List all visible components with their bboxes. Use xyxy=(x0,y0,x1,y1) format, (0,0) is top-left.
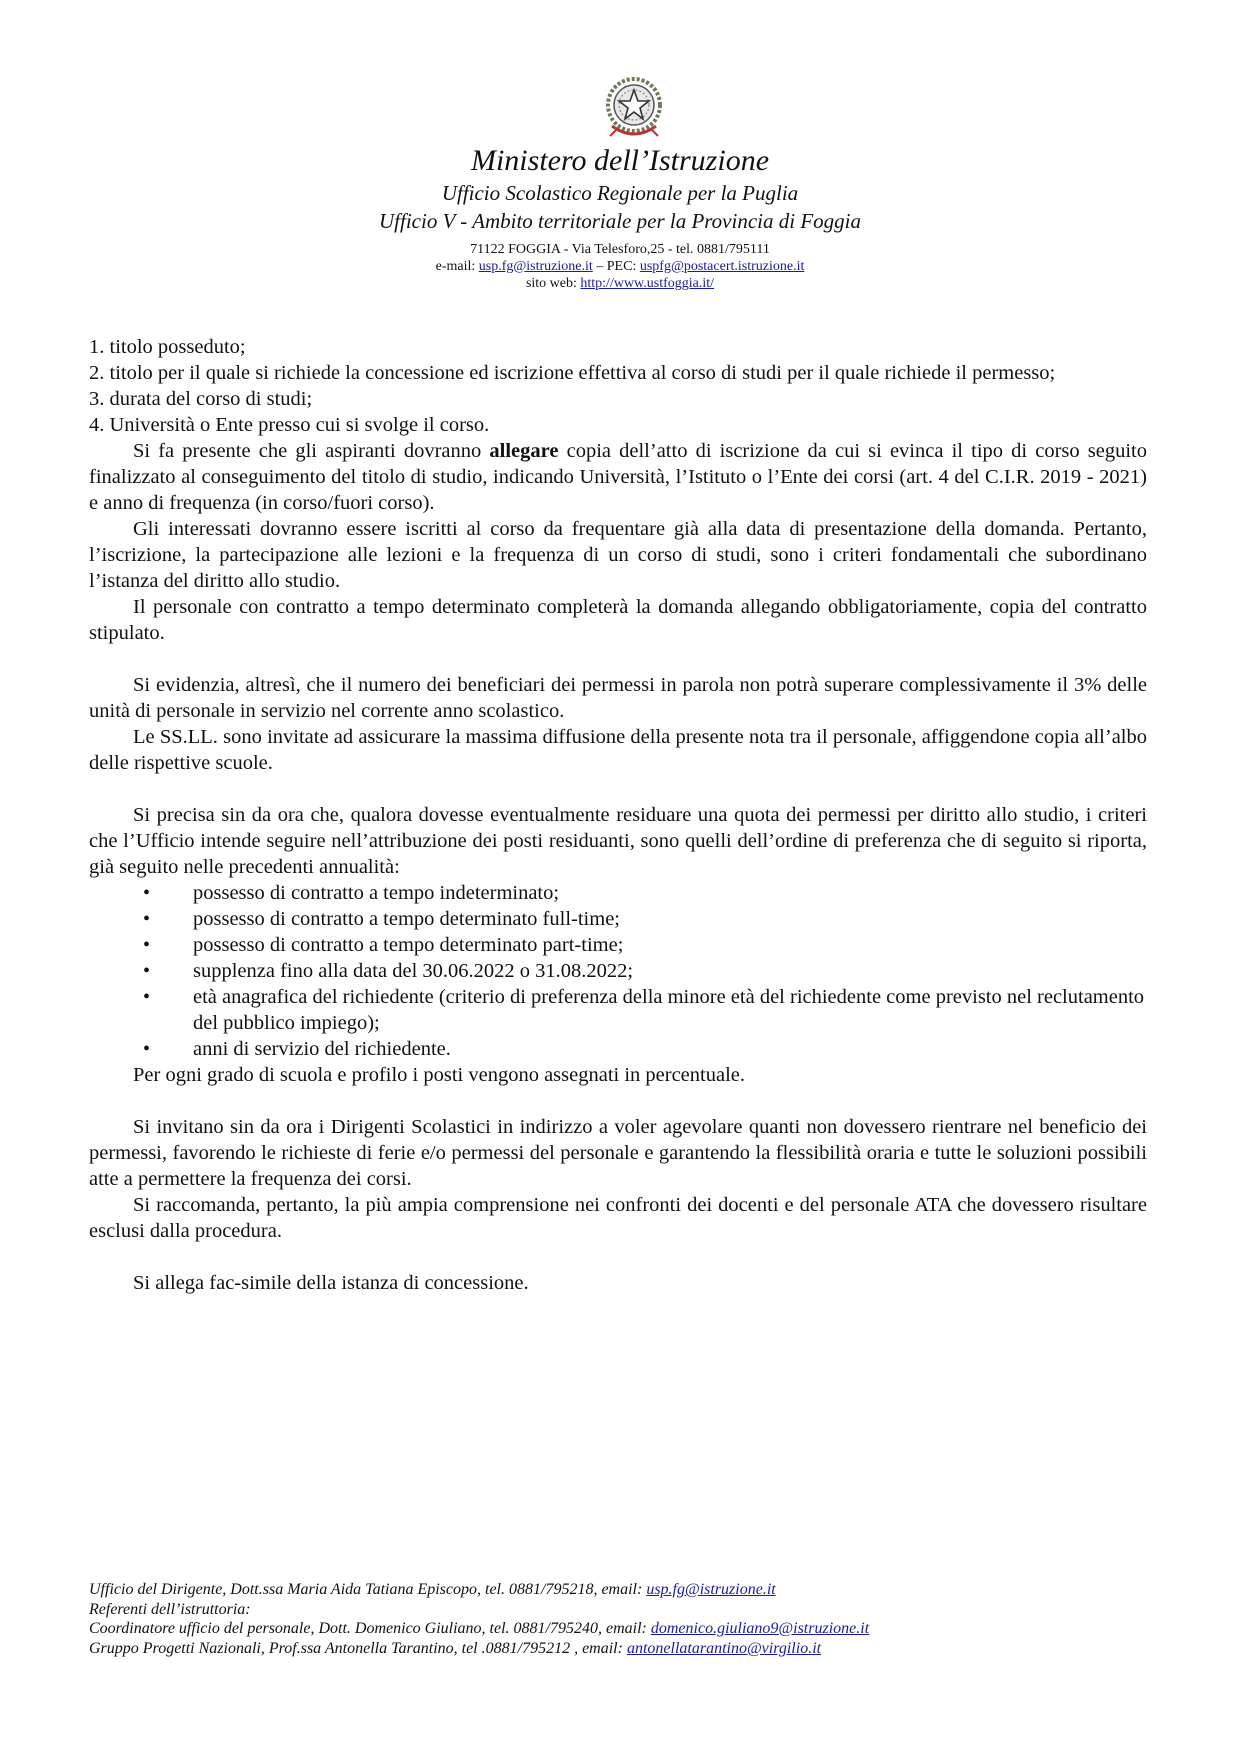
website-line xyxy=(0,275,1240,292)
regional-office: Ufficio Scolastico Regionale per la Puglia xyxy=(441,181,799,205)
italian-republic-emblem-icon xyxy=(602,74,666,142)
list-item: • possesso di contratto a tempo indeterminato; xyxy=(193,880,1147,906)
paragraph-recommendation: Si raccomanda, pertanto, la più ampia comprensione nei confronti dei docenti e del personale ATA che dovessero risultare esclusi dalla procedura. xyxy=(89,1194,1147,1242)
paragraph-quota: Si evidenzia, altresì, che il numero dei beneficiari dei permessi in parola non potrà superare complessivamente il 3% delle unità di personale in servizio nel corrente anno scolastico. xyxy=(89,674,1147,722)
email-label: e-mail: xyxy=(435,259,479,274)
coordinator-email-link[interactable]: domenico.giuliano9@istruzione.it xyxy=(650,1620,870,1637)
footer-line-projects xyxy=(89,1639,1169,1659)
list-item: 1. titolo posseduto; xyxy=(89,336,246,358)
paragraph-text: copia dell’atto di iscrizione da cui si evinca il tipo di corso seguito finalizzato al conseguimento del titolo di studio, indicando Università, l’Istituto o l’Ente dei corsi (art. 4 del C.I.R. 2019 - 2021) e anno di frequenza (in corso/fuori corso). xyxy=(89,440,1147,514)
address-line: 71122 FOGGIA - Via Telesforo,25 - tel. 0881/795111 xyxy=(470,242,770,257)
list-item: 4. Università o Ente presso cui si svolge il corso. xyxy=(89,414,490,436)
paragraph-attachment xyxy=(89,438,1147,516)
pec-link[interactable]: uspfg@postacert.istruzione.it xyxy=(639,259,805,274)
list-item: • possesso di contratto a tempo determinato full-time; xyxy=(193,906,1147,932)
projects-email-link[interactable]: antonellatarantino@virgilio.it xyxy=(626,1639,822,1657)
footer-text: Gruppo Progetti Nazionali, Prof.ssa Antonella Tarantino, tel .0881/795212 , email: xyxy=(89,1639,627,1657)
territorial-office: Ufficio V - Ambito territoriale per la Provincia di Foggia xyxy=(379,209,861,233)
paragraph-text: Si fa presente che gli aspiranti dovranno xyxy=(133,440,490,462)
paragraph-fixed-term: Il personale con contratto a tempo determinato completerà la domanda allegando obbligatoriamente, copia del contratto stipulato. xyxy=(89,596,1147,644)
paragraph-enclosure: Si allega fac-simile della istanza di concessione. xyxy=(133,1272,529,1294)
paragraph-enrollment: Gli interessati dovranno essere iscritti al corso da frequentare già alla data di presentazione della domanda. Pertanto, l’iscrizione, la partecipazione alle lezioni e la frequenza di un corso di studi, sono i criteri fondamentali che subordinano l’istanza del diritto allo studio. xyxy=(89,518,1147,592)
footer-contacts xyxy=(89,1580,1169,1658)
footer-line-referents: Referenti dell’istruttoria: xyxy=(89,1600,251,1618)
list-item: • supplenza fino alla data del 30.06.2022 o 31.08.2022; xyxy=(193,958,1147,984)
website-label: sito web: xyxy=(525,276,581,291)
bold-term: allegare xyxy=(489,440,559,462)
list-item: 3. durata del corso di studi; xyxy=(89,388,313,410)
paragraph-percentage: Per ogni grado di scuola e profilo i posti vengono assegnati in percentuale. xyxy=(133,1064,745,1086)
email-link[interactable]: usp.fg@istruzione.it xyxy=(478,259,593,274)
email-line xyxy=(0,258,1240,275)
footer-line-director xyxy=(89,1580,1169,1600)
footer-text: Ufficio del Dirigente, Dott.ssa Maria Aida Tatiana Episcopo, tel. 0881/795218, email: xyxy=(89,1581,647,1598)
list-item: • anni di servizio del richiedente. xyxy=(193,1036,1147,1062)
pec-label: – PEC: xyxy=(592,259,640,274)
criteria-list xyxy=(89,880,1147,1062)
paragraph-criteria: Si precisa sin da ora che, qualora dovesse eventualmente residuare una quota dei permessi per diritto allo studio, i criteri che l’Ufficio intende seguire nell’attribuzione dei posti residuanti, sono quelli dell’ordine di preferenza che di seguito si riporta, già seguito nelle precedenti annualità: xyxy=(89,804,1147,878)
paragraph-diffusion: Le SS.LL. sono invitate ad assicurare la massima diffusione della presente nota tra il personale, affiggendone copia all’albo delle rispettive scuole. xyxy=(89,726,1147,774)
ministry-title: Ministero dell’Istruzione xyxy=(470,144,770,177)
list-item: • età anagrafica del richiedente (criterio di preferenza della minore età del richiedente come previsto nel reclutamento del pubblico impiego); xyxy=(193,984,1147,1036)
letterhead xyxy=(0,143,1240,292)
website-link[interactable]: http://www.ustfoggia.it/ xyxy=(580,276,715,291)
letter-body xyxy=(89,334,1147,1296)
paragraph-directors: Si invitano sin da ora i Dirigenti Scolastici in indirizzo a voler agevolare quanti non dovessero rientrare nel beneficio dei permessi, favorendo le richieste di ferie e/o permessi del personale e garantendo la flessibilità oraria e tutte le soluzioni possibili atte a permettere la frequenza dei corsi. xyxy=(89,1116,1147,1190)
footer-line-coordinator xyxy=(89,1619,1169,1639)
list-item: 2. titolo per il quale si richiede la concessione ed iscrizione effettiva al corso di studi per il quale richiede il permesso; xyxy=(89,362,1056,384)
director-email-link[interactable]: usp.fg@istruzione.it xyxy=(646,1581,776,1598)
footer-text: Coordinatore ufficio del personale, Dott. Domenico Giuliano, tel. 0881/795240, email: xyxy=(89,1620,651,1637)
list-item: • possesso di contratto a tempo determinato part-time; xyxy=(193,932,1147,958)
